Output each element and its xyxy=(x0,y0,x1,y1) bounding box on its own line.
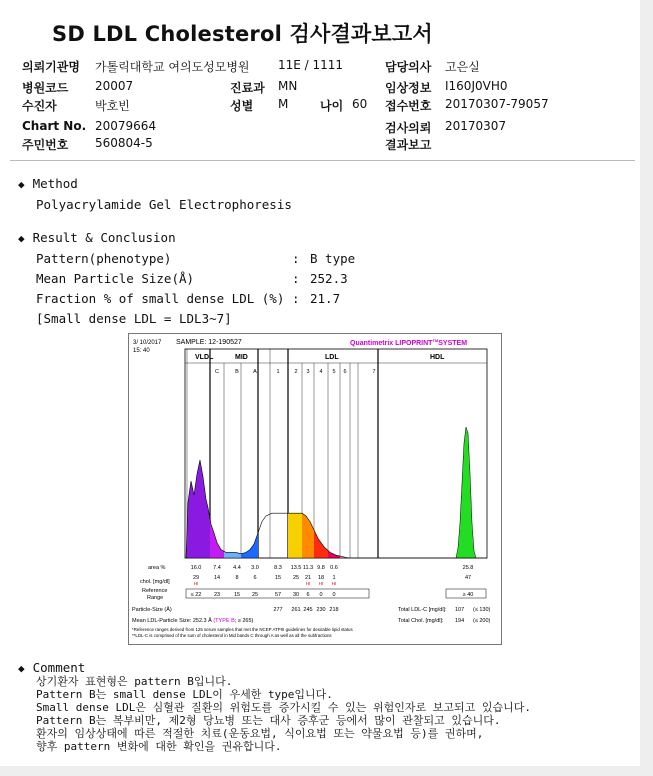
particle-size-label: Mean Particle Size(Å) xyxy=(36,271,195,286)
particle-size-value: 230 xyxy=(316,607,326,613)
chart-no-label: Chart No. xyxy=(22,119,87,133)
area-value: 8.3 xyxy=(274,565,282,571)
ref-value: 15 xyxy=(233,592,241,598)
sdldl-note: [Small dense LDL = LDL3~7] xyxy=(36,311,232,326)
chol-row-label: chol. [mg/dl] xyxy=(140,579,170,585)
comment-line: Pattern B는 복부비만, 제2형 당뇨병 또는 대사 증후군 등에서 많이 관찰되고 있습니다. xyxy=(36,714,501,727)
ref-value: 57 xyxy=(274,592,282,598)
band-label-B: B xyxy=(235,369,239,375)
footnote-1: *Reference ranges derived from 125 serum samples that met the NCEP ATPIII guidelines for desirable lipid status xyxy=(132,627,353,632)
hospital-label: 의뢰기관명 xyxy=(22,60,80,74)
band-label-A: A xyxy=(253,369,257,375)
total-ldl-label: Total LDL-C [mg/dl]: xyxy=(398,607,447,613)
pattern-label: Pattern(phenotype) xyxy=(36,251,172,266)
ref-value: 23 xyxy=(213,592,221,598)
method-heading-text: Method xyxy=(32,176,78,191)
particle-size-value: 218 xyxy=(329,607,339,613)
fraction-value: 21.7 xyxy=(310,291,341,306)
receipt-value: 20170307-79057 xyxy=(445,97,549,111)
patient-label: 수진자 xyxy=(22,99,57,113)
diamond-bullet-icon: ◆ xyxy=(18,178,25,191)
area-value: 11.3 xyxy=(302,565,314,571)
code-value: 20007 xyxy=(95,79,134,93)
ref-value: 30 xyxy=(292,592,300,598)
brand-name: Quantimetrix LIPOPRINT xyxy=(350,340,433,347)
colon: : xyxy=(292,291,300,306)
band-label-4: 4 xyxy=(319,369,323,375)
ref-value: ≤ 22 xyxy=(190,592,202,598)
method-heading xyxy=(18,176,78,191)
request-value: 20170307 xyxy=(445,119,507,133)
total-chol-ref: (≤ 200) xyxy=(473,618,491,624)
particle-size-row-label: Particle-Size (Å) xyxy=(132,607,172,613)
total-chol-label: Total Chol. [mg/dl]: xyxy=(398,618,444,624)
band-label-C: C xyxy=(215,369,219,375)
diamond-bullet-icon: ◆ xyxy=(18,232,25,245)
id-value: 560804-5 xyxy=(95,136,153,150)
hospital-value: 가톨릭대학교 여의도성모병원 xyxy=(95,60,250,74)
comment-line: Small dense LDL은 심혈관 질환의 위험도를 증가시킬 수 있는 위험인자로 보고되고 있습니다. xyxy=(36,701,531,714)
diamond-bullet-icon: ◆ xyxy=(18,662,25,675)
sex-value: M xyxy=(278,97,289,111)
pattern-value: B type xyxy=(310,251,356,266)
area-value: 9.8 xyxy=(317,565,325,571)
colon: : xyxy=(292,271,300,286)
band-label-2: 2 xyxy=(294,369,298,375)
mps-value: 252.3 Å xyxy=(192,618,212,624)
total-ldl-ref: (≤ 130) xyxy=(473,607,491,613)
mps-label-text: Mean LDL-Particle Size: xyxy=(132,618,192,624)
area-value: 0.6 xyxy=(330,565,338,571)
report-title: SD LDL Cholesterol 검사결과보고서 xyxy=(52,22,433,46)
ref-value: 25 xyxy=(251,592,259,598)
ref-value: 0 xyxy=(332,592,336,598)
band-label-3: 3 xyxy=(306,369,310,375)
footnote-2: **LDL-C is comprised of the sum of cholesterol in Mid bands C through A as well as all the subfractions xyxy=(132,633,332,638)
area-value: 3.0 xyxy=(251,565,259,571)
lipoprint-chart xyxy=(128,333,502,645)
comment-line: 향후 pattern 변화에 대한 확인을 권유합니다. xyxy=(36,740,282,753)
report-label: 결과보고 xyxy=(385,138,432,152)
ref-value: 6 xyxy=(306,592,310,598)
hi-flag: HI xyxy=(331,581,337,586)
dept-label: 진료과 xyxy=(230,81,265,95)
patient-value: 박호빈 xyxy=(95,99,130,113)
chart-date: 3/ 10/2017 xyxy=(133,340,162,346)
dept-value: MN xyxy=(278,79,298,93)
band-label-5: 5 xyxy=(332,369,336,375)
band-area-ldl-1 xyxy=(288,513,302,558)
clinical-label: 임상정보 xyxy=(385,81,432,95)
area-value: 4.4 xyxy=(233,565,241,571)
chart-no-value: 20079664 xyxy=(95,119,157,133)
chart-brand xyxy=(350,338,467,347)
area-value: 16.0 xyxy=(190,565,202,571)
particle-size-value: 261 xyxy=(291,607,301,613)
result-heading xyxy=(18,230,176,245)
header-divider xyxy=(10,160,635,161)
chart-time: 15: 40 xyxy=(133,348,150,354)
fraction-label: Fraction % of small dense LDL (%) xyxy=(36,291,285,306)
area-value: 25.8 xyxy=(462,565,474,571)
ref-value: 0 xyxy=(319,592,323,598)
doctor-label: 담당의사 xyxy=(385,60,432,74)
chol-value: 1 xyxy=(332,575,336,581)
chol-value: 29 xyxy=(192,575,200,581)
group-ldl: LDL xyxy=(325,354,339,361)
sex-label: 성별 xyxy=(230,99,254,113)
brand-tail: SYSTEM xyxy=(438,340,468,347)
chol-value: 14 xyxy=(213,575,221,581)
hi-flag: HI xyxy=(193,581,199,586)
comment-heading-text: Comment xyxy=(32,660,86,675)
particle-size-value: 252.3 xyxy=(310,271,348,286)
group-mid: MID xyxy=(235,354,248,361)
particle-size-value: 277 xyxy=(273,607,283,613)
hi-flag: HI xyxy=(318,581,324,586)
hi-flag: HI xyxy=(305,581,311,586)
comment-heading xyxy=(18,660,85,675)
comment-line: 환자의 임상상태에 따른 적절한 치료(운동요법, 식이요법 또는 약물요법 등)를 권하며, xyxy=(36,727,484,740)
area-row-label: area % xyxy=(148,565,166,571)
chart-sample: SAMPLE: 12-190527 xyxy=(176,339,242,346)
ward-value: 11E / 1111 xyxy=(278,58,344,72)
age-value: 60 xyxy=(352,97,368,111)
chol-value: 8 xyxy=(235,575,239,581)
result-heading-text: Result & Conclusion xyxy=(32,230,176,245)
chol-value: 25 xyxy=(292,575,300,581)
brand-tm: TM xyxy=(432,338,439,343)
total-ldl-value: 107 xyxy=(455,607,465,613)
chol-value: 6 xyxy=(253,575,257,581)
total-chol-value: 194 xyxy=(455,618,465,624)
code-label: 병원코드 xyxy=(22,81,69,95)
band-label-7: 7 xyxy=(372,369,376,375)
comment-line: Pattern B는 small dense LDL이 우세한 type입니다. xyxy=(36,688,333,701)
chol-value: 21 xyxy=(304,575,312,581)
band-label-6: 6 xyxy=(343,369,347,375)
clinical-value: I160J0VH0 xyxy=(445,79,508,93)
id-label: 주민번호 xyxy=(22,138,69,152)
chol-value: 15 xyxy=(274,575,282,581)
chol-value: 47 xyxy=(464,575,472,581)
request-label: 검사의뢰 xyxy=(385,121,432,135)
comment-line: 상기환자 표현형은 pattern B입니다. xyxy=(36,675,233,688)
group-vldl: VLDL xyxy=(195,354,214,361)
ref-row-label-1: Reference xyxy=(142,588,168,594)
particle-size-value: 245 xyxy=(303,607,313,613)
receipt-label: 접수번호 xyxy=(385,99,432,113)
ref-row-label-2: Range xyxy=(147,595,164,601)
mps-type: (TYPE B xyxy=(213,618,235,624)
band-label-1: 1 xyxy=(276,369,280,375)
ref-value: ≥ 40 xyxy=(462,592,474,598)
chol-value: 18 xyxy=(317,575,325,581)
area-value: 7.4 xyxy=(213,565,221,571)
area-value: 13.5 xyxy=(290,565,302,571)
group-hdl: HDL xyxy=(430,354,445,361)
method-text: Polyacrylamide Gel Electrophoresis xyxy=(36,197,292,212)
mean-ps-label xyxy=(132,617,254,624)
colon: : xyxy=(292,251,300,266)
age-label: 나이 xyxy=(320,99,344,113)
doctor-value: 고은실 xyxy=(445,60,480,74)
mps-ref: ; ≥ 265) xyxy=(234,618,254,624)
